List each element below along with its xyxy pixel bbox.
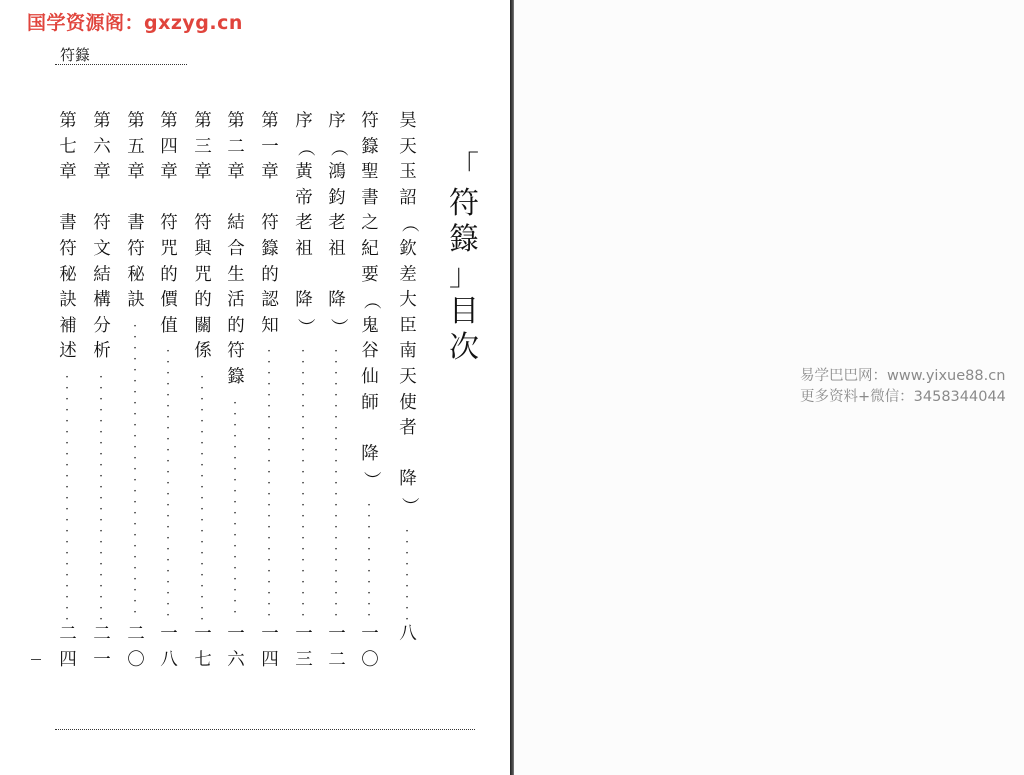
- toc-entry: 序 （ 鴻 鈞 老 祖 降 ） 一 二 · · · · · · · · · · · · · · · · · · · · · · · · ·: [325, 109, 349, 674]
- toc-entry-page: 二 〇: [127, 624, 145, 670]
- toc-title-char: 「: [449, 150, 479, 185]
- toc-entry: 第 六 章 符 文 結 構 分 析 二 一 · · · · · · · · · · · · · · · · · · · · · · ·: [90, 109, 114, 674]
- toc-entry-text: 第 七 章 書 符 秘 訣 補 述: [59, 111, 77, 362]
- toc-title-char: 目: [449, 294, 479, 329]
- watermark-right-line1: 易学巴巴网：www.yixue88.cn: [800, 368, 1006, 384]
- toc-entry-text: 序 （ 黃 帝 老 祖 降 ）: [294, 111, 315, 336]
- toc-entry: 第 四 章 符 咒 的 價 值 一 八 · · · · · · · · · · · · · · · · · · · · · · · · ·: [157, 109, 181, 674]
- toc-entry-page: 一 二: [328, 624, 346, 670]
- toc-entry-text: 第 一 章 符 籙 的 認 知: [261, 111, 279, 336]
- toc-entry-text: 昊 天 玉 詔 （ 欽 差 大 臣 南 天 使 者 降 ）: [398, 111, 419, 515]
- toc-entry-page: 一 八: [160, 624, 178, 670]
- toc-title-char: 」: [449, 258, 479, 293]
- watermark-top: 国学资源阁：gxzyg.cn: [27, 12, 243, 34]
- toc-entry-text: 第 五 章 書 符 秘 訣: [127, 111, 145, 311]
- header-dotted-rule: [55, 64, 187, 65]
- toc-entry-text: 第 四 章 符 咒 的 價 值: [160, 111, 178, 336]
- toc-title-char: 次: [449, 330, 479, 365]
- margin-tick: [31, 659, 41, 660]
- toc-entry: 昊 天 玉 詔 （ 欽 差 大 臣 南 天 使 者 降 ） 八 · · · · · · · · ·: [396, 109, 420, 674]
- toc-entry: 第 一 章 符 籙 的 認 知 一 四 · · · · · · · · · · · · · · · · · · · · · · · · ·: [258, 109, 282, 674]
- toc-entry-page: 一 四: [261, 624, 279, 670]
- running-header-title: 符籙: [60, 46, 91, 64]
- toc-entry-page: 二 四: [59, 624, 77, 670]
- watermark-right: [800, 366, 1006, 408]
- toc-entry: 第 七 章 書 符 秘 訣 補 述 二 四 · · · · · · · · · · · · · · · · · · · · · · ·: [56, 109, 80, 674]
- toc-entry-page: 八: [399, 624, 417, 644]
- toc-title-char: 符: [449, 186, 479, 221]
- toc-entry-page: 二 一: [93, 624, 111, 670]
- toc-title-char: 籙: [449, 222, 479, 257]
- toc-entry: 符 籙 聖 書 之 紀 要 （ 鬼 谷 仙 師 降 ） 一 〇 · · · · · · · · · · ·: [358, 109, 382, 674]
- toc-entry-text: 符 籙 聖 書 之 紀 要 （ 鬼 谷 仙 師 降 ）: [360, 111, 381, 489]
- toc-title: [444, 150, 484, 366]
- toc-entry-page: 一 〇: [361, 624, 379, 670]
- toc-entry: 第 三 章 符 與 咒 的 關 係 一 七 · · · · · · · · · · · · · · · · · · · · · · ·: [191, 109, 215, 674]
- toc-entry-text: 第 二 章 結 合 生 活 的 符 籙: [227, 111, 245, 387]
- toc-entry: 序 （ 黃 帝 老 祖 降 ） 一 三 · · · · · · · · · · · · · · · · · · · · · · · · ·: [292, 109, 316, 674]
- toc-entry: 第 二 章 結 合 生 活 的 符 籙 一 六 · · · · · · · · · · · · · · · · · · · ·: [224, 109, 248, 674]
- toc-entry-text: 第 三 章 符 與 咒 的 關 係: [194, 111, 212, 362]
- toc-entry: 第 五 章 書 符 秘 訣 二 〇 · · · · · · · · · · · · · · · · · · · · · · · · · · ·: [124, 109, 148, 674]
- footer-dotted-rule: [55, 729, 475, 730]
- toc-entry-text: 第 六 章 符 文 結 構 分 析: [93, 111, 111, 362]
- toc-entry-page: 一 六: [227, 624, 245, 670]
- watermark-right-line2: 更多资料+微信：3458344044: [800, 389, 1006, 405]
- toc-entry-text: 序 （ 鴻 鈞 老 祖 降 ）: [327, 111, 348, 336]
- toc-entry-page: 一 七: [194, 624, 212, 670]
- toc-entry-page: 一 三: [295, 624, 313, 670]
